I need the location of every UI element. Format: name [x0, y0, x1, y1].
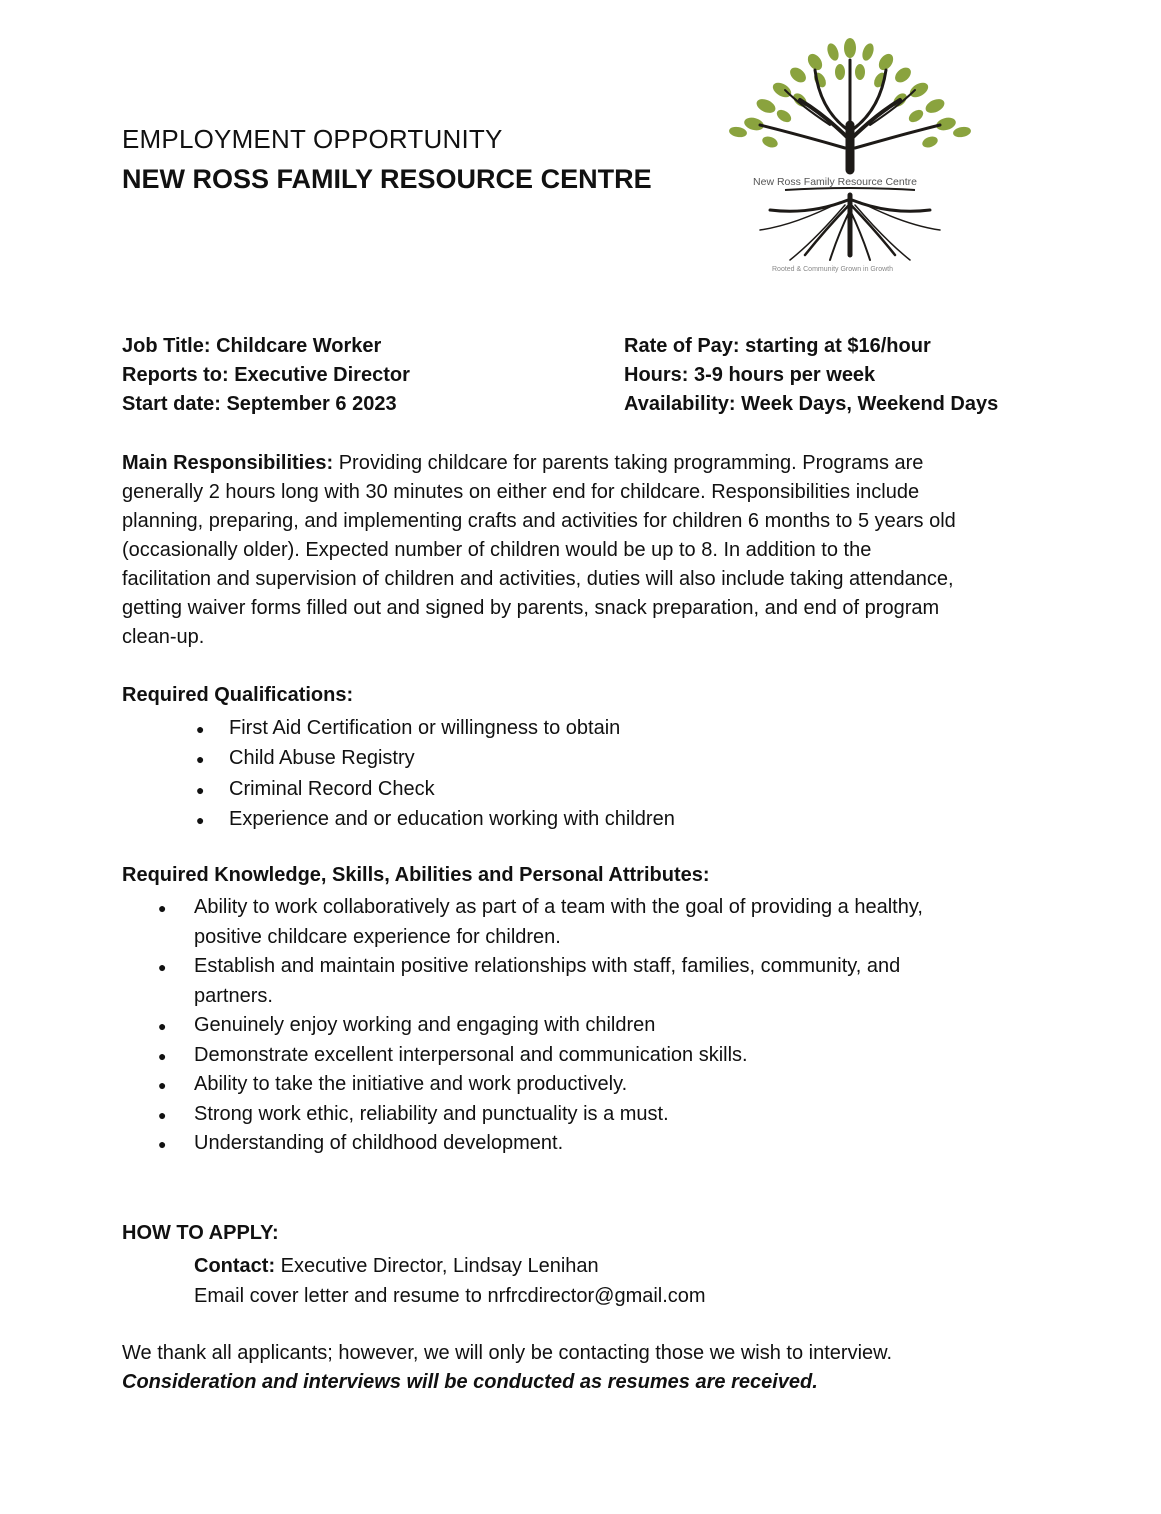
list-item	[158, 1041, 923, 1071]
job-info-right-column	[624, 332, 998, 419]
how-to-apply-heading: HOW TO APPLY:	[122, 1222, 279, 1244]
job-title: Job Title: Childcare Worker	[122, 335, 382, 357]
list-item	[196, 743, 675, 773]
responsibilities-label: Main Responsibilities:	[122, 452, 334, 474]
main-responsibilities-paragraph	[122, 449, 1052, 652]
job-info-left-column	[122, 332, 410, 419]
reports-to: Reports to: Executive Director	[122, 364, 410, 386]
list-item	[158, 952, 923, 1011]
bullet-icon: ●	[196, 751, 205, 768]
qualifications-heading: Required Qualifications:	[122, 684, 354, 706]
bullet-icon: ●	[158, 1047, 167, 1064]
email-instruction: Email cover letter and resume to nrfrcdirector@gmail.com	[194, 1285, 706, 1307]
contact-value: Executive Director, Lindsay Lenihan	[275, 1255, 599, 1277]
list-item	[158, 893, 923, 952]
rate-of-pay: Rate of Pay: starting at $16/hour	[624, 335, 931, 357]
list-item-text: Child Abuse Registry	[229, 747, 415, 770]
responsibilities-line: facilitation and supervision of children and activities, duties will also include taking attendance,	[122, 568, 954, 590]
closing-block	[122, 1339, 892, 1397]
contact-line	[194, 1251, 706, 1281]
responsibilities-line: getting waiver forms filled out and signed by parents, snack preparation, and end of program	[122, 597, 940, 619]
responsibilities-text: Providing childcare for parents taking programming. Programs are	[333, 452, 924, 474]
bullet-icon: ●	[158, 1106, 167, 1123]
logo-tagline: Rooted & Community Grown in Growth	[772, 266, 893, 273]
list-item-text: Ability to take the initiative and work productively.	[194, 1073, 628, 1095]
bullet-icon: ●	[196, 781, 205, 798]
list-item	[158, 1129, 923, 1159]
list-item	[158, 1011, 923, 1041]
responsibilities-line-1	[122, 449, 1052, 478]
bullet-icon: ●	[158, 1077, 167, 1093]
list-item-text: First Aid Certification or willingness to obtain	[229, 717, 621, 739]
logo-organization-name: New Ross Family Resource Centre	[753, 176, 917, 188]
list-item	[196, 713, 675, 743]
list-item	[196, 774, 675, 804]
list-item-text: Criminal Record Check	[229, 777, 435, 800]
bullet-icon: ●	[196, 721, 205, 737]
list-item-text: Establish and maintain positive relationships with staff, families, community, and	[194, 955, 901, 977]
list-item-text: Strong work ethic, reliability and punctuality is a must.	[194, 1102, 669, 1125]
list-item-text: Demonstrate excellent interpersonal and communication skills.	[194, 1043, 748, 1066]
list-item	[158, 1100, 923, 1130]
bullet-icon: ●	[158, 1018, 167, 1034]
contact-label: Contact:	[194, 1255, 276, 1277]
bullet-icon: ●	[158, 1136, 167, 1152]
list-item-text: Experience and or education working with children	[229, 807, 675, 830]
list-item-text: Understanding of childhood development.	[194, 1132, 564, 1154]
employment-opportunity-heading: EMPLOYMENT OPPORTUNITY	[122, 124, 503, 154]
start-date: Start date: September 6 2023	[122, 393, 397, 415]
hours: Hours: 3-9 hours per week	[624, 364, 876, 386]
bullet-icon: ●	[158, 900, 167, 916]
qualifications-list	[196, 713, 675, 834]
knowledge-list	[158, 893, 923, 1159]
list-item-text-continued: partners.	[194, 984, 273, 1007]
apply-contact-block	[194, 1251, 706, 1311]
tree-with-roots-icon	[700, 30, 1000, 285]
responsibilities-line: (occasionally older). Expected number of children would be up to 8. In addition to the	[122, 539, 872, 561]
list-item	[196, 804, 675, 834]
list-item	[158, 1070, 923, 1100]
responsibilities-line: clean-up.	[122, 626, 205, 648]
organization-logo	[700, 30, 1000, 285]
consideration-note: Consideration and interviews will be conducted as resumes are received.	[122, 1371, 818, 1393]
availability: Availability: Week Days, Weekend Days	[624, 393, 999, 415]
organization-name-heading: NEW ROSS FAMILY RESOURCE CENTRE	[122, 164, 652, 194]
knowledge-heading: Required Knowledge, Skills, Abilities and Personal Attributes:	[122, 864, 710, 886]
responsibilities-line: planning, preparing, and implementing crafts and activities for children 6 months to 5 years old	[122, 510, 956, 532]
bullet-icon: ●	[196, 811, 205, 828]
list-item-text: Ability to work collaboratively as part of a team with the goal of providing a healthy,	[194, 896, 923, 918]
thanks-text: We thank all applicants; however, we will only be contacting those we wish to interview.	[122, 1342, 893, 1364]
responsibilities-line: generally 2 hours long with 30 minutes on either end for childcare. Responsibilities include	[122, 481, 920, 503]
list-item-text: Genuinely enjoy working and engaging with children	[194, 1014, 656, 1036]
list-item-text-continued: positive childcare experience for children.	[194, 925, 561, 948]
bullet-icon: ●	[158, 959, 167, 975]
